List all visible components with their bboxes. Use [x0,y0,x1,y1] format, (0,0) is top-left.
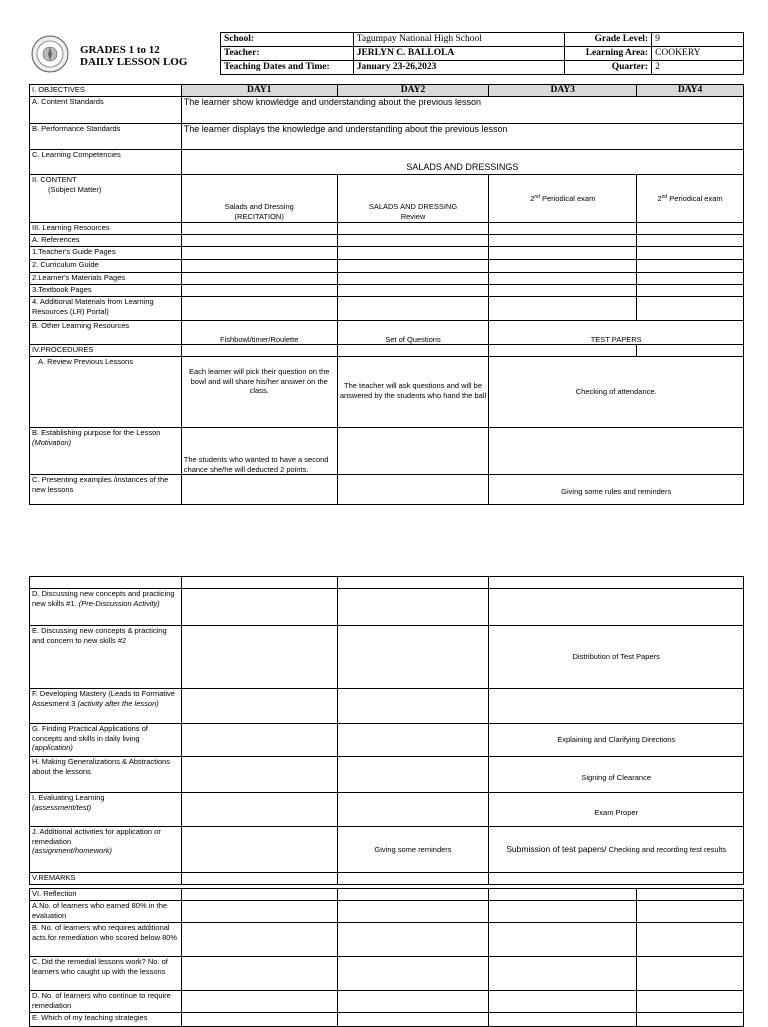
content-heading [30,175,182,223]
cell [489,991,637,1013]
i-label [30,793,182,827]
competencies-value: SALADS AND DRESSINGS [181,150,743,175]
header-info-table [220,32,744,75]
cell [489,235,637,247]
teacher-label: Teacher: [221,47,354,61]
cell [181,297,337,321]
reflection-table [29,888,744,1027]
day1-content-type: (RECITATION) [234,211,284,221]
cell [181,273,337,285]
cell [637,345,744,357]
cell [337,589,489,626]
examples-label: C. Presenting examples /instances of the new lessons [30,475,182,505]
dates-value: January 23-26,2023 [353,61,565,75]
cell [337,873,489,885]
other-resources-label: B. Other Learning Resources [30,321,182,345]
g-label-italic: (application) [32,743,73,752]
g-day34: Explaining and Clarifying Directions [489,724,744,757]
day2-other-resources: Set of Questions [337,321,489,345]
reflection-label: VI. Reflection [30,889,182,901]
cell [181,577,337,589]
form-title-line1: GRADES 1 to 12 [80,44,160,56]
day3-content-num: 2 [530,193,535,203]
cell [181,724,337,757]
cell [489,689,744,724]
cell [337,475,489,505]
cell [637,285,744,297]
references-label: A. References [30,235,182,247]
dates-label: Teaching Dates and Time: [221,61,354,75]
cell [30,577,182,589]
learners-materials-label: 2.Learner's Materials Pages [30,273,182,285]
day1-content-topic: Salads and Dressing [224,202,294,211]
j-day34 [489,827,744,873]
remarks-label: V.REMARKS [30,873,182,885]
cell [181,589,337,626]
cell [637,247,744,260]
grade-value: 9 [652,33,744,47]
cell [489,901,637,923]
day1-review: Each learner will pick their question on the bowl and will share his/her answer on the class. [181,357,337,428]
form-title [80,44,187,68]
day4-content-num: 2 [657,193,662,203]
content-standards-label: A. Content Standards [30,97,182,124]
cell [337,428,489,475]
day1-other-resources: Fishbowl/timer/Roulette [181,321,337,345]
cell [337,757,489,793]
day2-review: The teacher will ask questions and will be answered by the students who hand the ball [337,357,489,428]
cell [489,260,637,273]
performance-standards-value: The learner displays the knowledge and understanding about the previous lesson [181,124,743,150]
day3-content [489,175,637,223]
reflection-c-label: C. Did the remedial lessons work? No. of learners who caught up with the lessons [30,957,182,991]
day4-header: DAY4 [637,85,744,97]
day1-purpose: The students who wanted to have a second chance she/he will deducted 2 points. [181,428,337,475]
cell [181,235,337,247]
additional-materials-label: 4. Additional Materials from Learning Resources (LR) Portal) [30,297,182,321]
reflection-b-label: B. No. of learners who requires additional acts.for remediation who scored below 80% [30,923,182,957]
content-label: II. CONTENT [32,175,77,184]
f-label-italic: (activity after the lesson) [77,698,159,708]
day4-content-text: Periodical exam [667,193,723,203]
reflection-a-label: A.No. of learners who earned 80% in the evaluation [30,901,182,923]
day2-header: DAY2 [337,85,489,97]
objectives-heading: I. OBJECTIVES [30,85,182,97]
j-day34-submission: Submission of test papers/ [506,843,607,854]
cell [637,223,744,235]
cell [489,923,637,957]
cell [489,577,744,589]
day3-header: DAY3 [489,85,637,97]
day1-header: DAY1 [181,85,337,97]
cell [337,957,489,991]
lesson-log-table-1 [29,84,744,505]
cell [637,273,744,285]
competencies-label: C. Learning Competencies [30,150,182,175]
purpose-label [30,428,182,475]
area-label: Learning Area: [565,47,652,61]
f-label-text: F. Developing Mastery (Leads to Formative Assesment 3 [32,689,175,708]
day2-content-topic: SALADS AND DRESSING [368,202,458,211]
cell [181,260,337,273]
day34-review: Checking of attendance. [489,357,744,428]
form-title-line2: DAILY LESSON LOG [80,56,188,68]
cell [489,345,637,357]
cell [489,589,744,626]
day2-content-type: Review [400,211,426,221]
quarter-label: Quarter: [565,61,652,75]
day34-examples: Giving some rules and reminders [489,475,744,505]
i-label-text: I. Evaluating Learning [32,793,105,802]
d-label-italic: (Pre-Discussion Activity) [78,598,160,608]
purpose-label-text: B. Establishing purpose for the Lesson [32,428,161,437]
cell [337,285,489,297]
j-label-italic: (assignment/homework) [32,846,113,855]
cell [181,757,337,793]
cell [337,1013,489,1027]
cell [181,901,337,923]
day4-content [637,175,744,223]
cell [637,1013,744,1027]
cell [637,991,744,1013]
resources-label: III. Learning Resources [30,223,182,235]
cell [637,235,744,247]
cell [337,247,489,260]
cell [637,260,744,273]
cell [489,247,637,260]
j-label-text: J. Additional activities for application or remediation [32,827,161,846]
cell [337,901,489,923]
quarter-value: 2 [652,61,744,75]
cell [637,923,744,957]
day3-content-sup: nd [534,193,540,200]
e-label: E. Discussing new concepts & practicing and concern to new skills #2 [30,626,182,689]
cell [637,901,744,923]
review-label: A. Review Previous Lessons [30,357,182,428]
lesson-log-table-2 [29,576,744,885]
cell [181,793,337,827]
cell [337,793,489,827]
purpose-label-italic: (Motivation) [32,437,72,447]
cell [489,1013,637,1027]
deped-seal-logo [31,35,69,73]
cell [181,689,337,724]
cell [181,247,337,260]
j-day34-checking: Checking and recording test results [606,844,727,854]
d-label-text: D. Discussing new concepts and practicing new skills #1. [32,589,175,608]
f-label [30,689,182,724]
cell [337,297,489,321]
performance-standards-label: B. Performance Standards [30,124,182,150]
area-value: COOKERY [652,47,744,61]
cell [337,689,489,724]
cell [489,873,744,885]
day4-content-sup: nd [661,193,668,200]
day3-content-text: Periodical exam [539,193,596,203]
teachers-guide-label: 1.Teacher's Guide Pages [30,247,182,260]
cell [181,285,337,297]
cell [489,223,637,235]
cell [181,827,337,873]
j-label [30,827,182,873]
d-label [30,589,182,626]
cell [637,957,744,991]
j-day2: Giving some reminders [337,827,489,873]
teacher-value: JERLYN C. BALLOLA [353,47,565,61]
cell [181,873,337,885]
cell [181,345,337,357]
textbook-label: 3.Textbook Pages [30,285,182,297]
curriculum-guide-label: 2. Curriculum Guide [30,260,182,273]
e-day34: Distribution of Test Papers [489,626,744,689]
h-day34: Signing of Clearance [489,757,744,793]
cell [181,626,337,689]
cell [181,889,337,901]
cell [181,223,337,235]
cell [489,428,744,475]
cell [337,626,489,689]
cell [181,991,337,1013]
cell [337,223,489,235]
cell [181,1013,337,1027]
day34-other-resources: TEST PAPERS [489,321,744,345]
cell [181,923,337,957]
procedures-label: IV.PROCEDURES [30,345,182,357]
day1-content [181,175,337,223]
cell [337,577,489,589]
school-label: School: [221,33,354,47]
cell [181,957,337,991]
cell [337,923,489,957]
i-label-italic: (assessment/test) [32,802,92,812]
reflection-d-label: D. No. of learners who continue to require remediation [30,991,182,1013]
cell [489,273,637,285]
cell [337,260,489,273]
day2-content [337,175,489,223]
cell [337,273,489,285]
content-standards-value: The learner show knowledge and understanding about the previous lesson [181,97,743,124]
subject-matter-label: (Subject Matter) [48,184,102,194]
cell [337,345,489,357]
cell [337,235,489,247]
cell [337,889,489,901]
i-day34: Exam Proper [489,793,744,827]
cell [337,991,489,1013]
g-label [30,724,182,757]
cell [489,285,637,297]
cell [637,889,744,901]
school-value: Tagumpay National High School [353,33,565,47]
cell [637,297,744,321]
cell [337,724,489,757]
cell [489,297,637,321]
reflection-e-label: E. Which of my teaching strategies [30,1013,182,1027]
cell [489,957,637,991]
cell [489,889,637,901]
g-label-text: G. Finding Practical Applications of concepts and skills in daily living [32,724,148,743]
grade-label: Grade Level: [565,33,652,47]
h-label: H. Making Generalizations & Abstractions about the lessons [30,757,182,793]
cell [181,475,337,505]
